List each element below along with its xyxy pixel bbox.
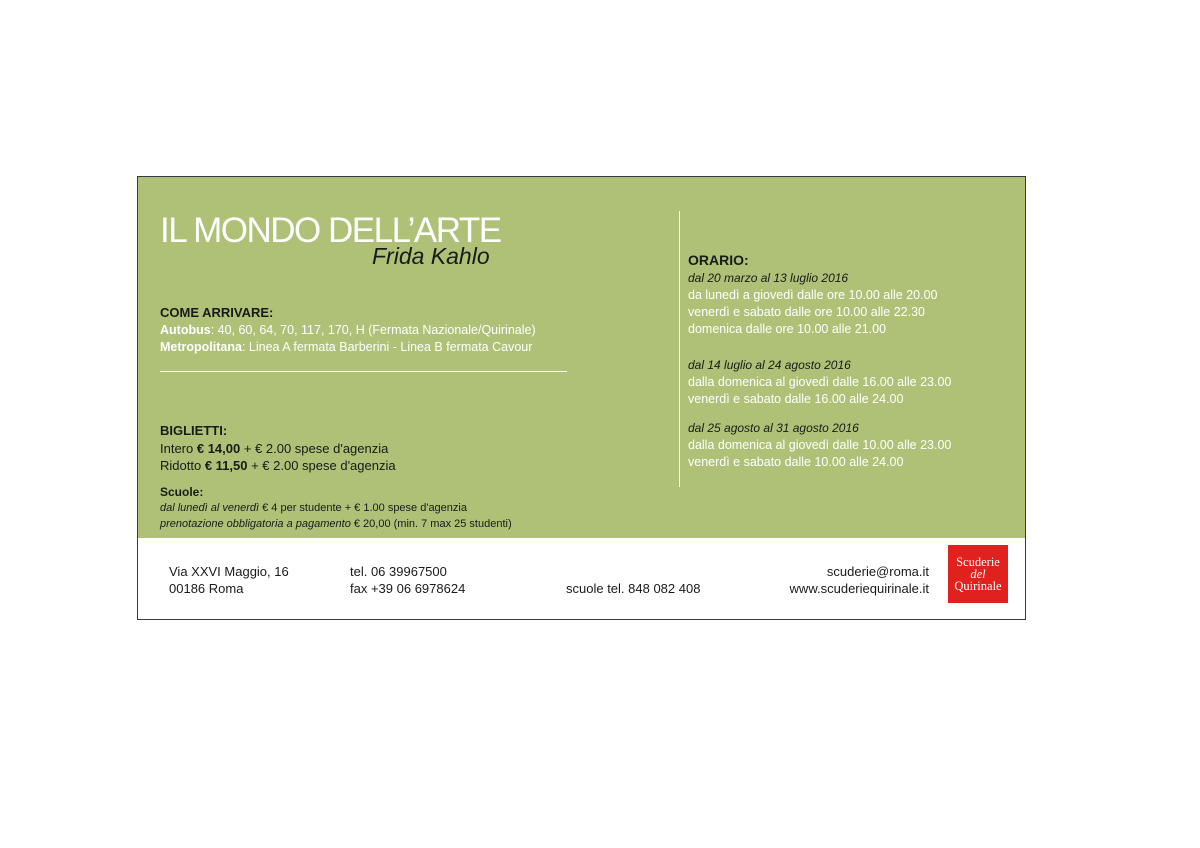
ticket-ridotto-extra: + € 2.00 spese d'agenzia xyxy=(247,458,396,473)
bus-value: : 40, 60, 64, 70, 117, 170, H (Fermata Nazionale/Quirinale) xyxy=(210,323,536,337)
hours-line: domenica dalle ore 10.00 alle 21.00 xyxy=(688,322,887,336)
scuole-line-1-rest: € 4 per studente + € 1.00 spese d'agenzia xyxy=(259,502,467,514)
info-card xyxy=(137,176,1026,620)
website-url: www.scuderiequirinale.it xyxy=(789,581,929,596)
hours-line: venerdì e sabato dalle 16.00 alle 24.00 xyxy=(688,392,904,406)
orario-heading: ORARIO: xyxy=(688,252,749,268)
hours-line: venerdì e sabato dalle 10.00 alle 24.00 xyxy=(688,455,904,469)
biglietti-heading: BIGLIETTI: xyxy=(160,423,228,438)
ticket-ridotto-price: € 11,50 xyxy=(204,458,248,473)
fax-number: fax +39 06 6978624 xyxy=(350,581,466,596)
period-range: dal 25 agosto al 31 agosto 2016 xyxy=(688,421,859,435)
logo-line-1: Scuderie xyxy=(956,555,1000,569)
hours-line: venerdì e sabato dalle ore 10.00 alle 22.30 xyxy=(688,305,925,319)
scuole-line-2 xyxy=(160,516,512,532)
info-panel xyxy=(138,177,1025,538)
logo-line-2: del xyxy=(970,567,986,581)
ticket-intero-price: € 14,00 xyxy=(196,441,241,456)
exhibition-subtitle: Frida Kahlo xyxy=(372,243,490,269)
ticket-intero-label: Intero xyxy=(160,441,197,456)
ticket-ridotto xyxy=(160,457,396,474)
bus-label: Autobus xyxy=(160,323,211,337)
hours-line: da lunedì a giovedì dalle ore 10.00 alle 20.00 xyxy=(688,288,938,302)
scuole-line-2-rest: € 20,00 (min. 7 max 25 studenti) xyxy=(350,518,512,530)
come-arrivare-heading: COME ARRIVARE: xyxy=(160,305,274,320)
ticket-intero xyxy=(160,440,388,457)
ticket-intero-extra: + € 2.00 spese d'agenzia xyxy=(240,441,389,456)
column-divider xyxy=(679,211,680,487)
scuole-line-1-italic: dal lunedì al venerdì xyxy=(160,502,260,514)
period-range: dal 20 marzo al 13 luglio 2016 xyxy=(688,271,849,285)
phone-number: tel. 06 39967500 xyxy=(350,564,447,579)
metro-label: Metropolitana xyxy=(160,340,242,354)
hours-line: dalla domenica al giovedì dalle 10.00 alle 23.00 xyxy=(688,438,952,452)
email-address: scuderie@roma.it xyxy=(826,564,929,579)
address-line-1: Via XXVI Maggio, 16 xyxy=(169,564,289,579)
ticket-ridotto-label: Ridotto xyxy=(160,458,205,473)
section-divider xyxy=(160,371,567,372)
school-phone: scuole tel. 848 082 408 xyxy=(566,581,701,596)
logo-line-3: Quirinale xyxy=(954,579,1002,593)
hours-line: dalla domenica al giovedì dalle 16.00 alle 23.00 xyxy=(688,375,952,389)
scuole-heading: Scuole: xyxy=(160,485,204,499)
bus-info xyxy=(160,322,536,339)
address-line-2: 00186 Roma xyxy=(169,581,244,596)
scuole-line-2-italic: prenotazione obbligatoria a pagamento xyxy=(160,518,351,530)
exhibition-title: IL MONDO DELL’ARTE xyxy=(160,211,501,250)
metro-info xyxy=(160,339,532,356)
period-range: dal 14 luglio al 24 agosto 2016 xyxy=(688,358,851,372)
scuole-line-1 xyxy=(160,500,467,516)
metro-value: : Linea A fermata Barberini - Linea B fermata Cavour xyxy=(241,340,533,354)
scuderie-logo xyxy=(948,545,1008,603)
